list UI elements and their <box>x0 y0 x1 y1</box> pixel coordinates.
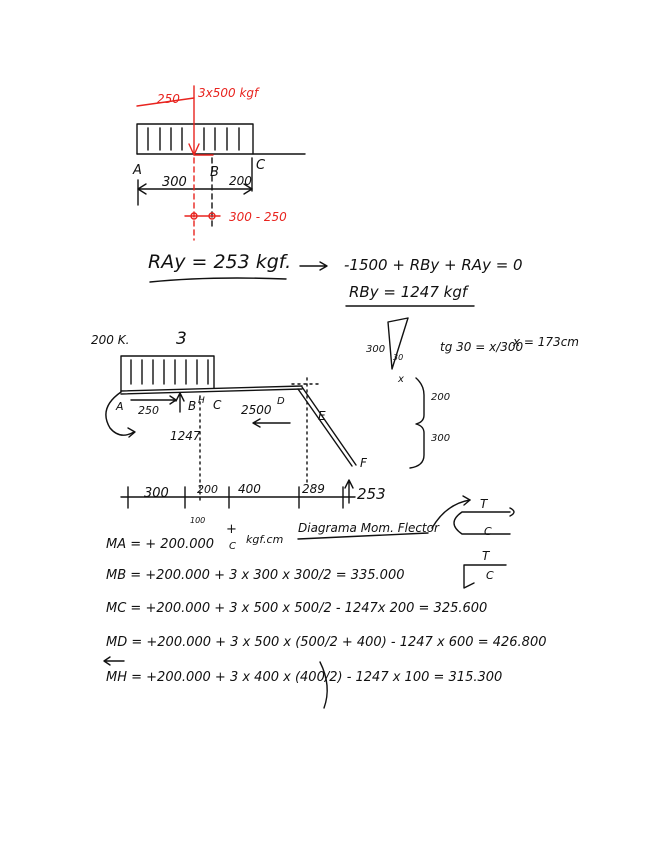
moment-a: MA = + 200.000 <box>106 537 215 552</box>
tangent-equation: tg 30 = x/300 <box>440 340 524 354</box>
moment-c: MC = +200.000 + 3 x 500 x 500/2 - 1247x 200 = 325.600 <box>106 601 488 616</box>
triangle-side-label: 300 <box>366 344 386 355</box>
beam-segment-2 <box>464 565 506 588</box>
reaction-b-arrow <box>176 393 184 412</box>
triangle-angle-label: 30 <box>393 353 404 362</box>
top-beam-diagram <box>132 86 305 240</box>
frame-point-e: E <box>318 409 326 423</box>
moment-h: MH = +200.000 + 3 x 400 x (400/2) - 1247 x 100 = 315.300 <box>106 670 503 685</box>
dim-300-label: 300 <box>162 175 187 190</box>
red-label-250: 250 <box>157 92 180 106</box>
frame-dim-250: 250 <box>138 404 159 417</box>
reaction-equations <box>148 251 523 306</box>
load-intensity-label: 3 <box>176 329 187 349</box>
compression-c-label: C <box>229 541 236 552</box>
frame-dim-200: 200 <box>197 483 218 496</box>
moment-d: MD = +200.000 + 3 x 500 x (500/2 + 400) - 1247 x 600 = 426.800 <box>106 635 547 650</box>
frame-dim-2500: 2500 <box>241 403 272 417</box>
tension-t-label-1: T <box>480 497 488 511</box>
frame-load-box <box>121 356 214 392</box>
frame-point-d: D <box>277 396 285 407</box>
dim-200-label: 200 <box>229 174 252 188</box>
frame-dim-400: 400 <box>238 482 261 496</box>
x-result: x = 173cm <box>513 335 579 349</box>
distributed-load-box <box>137 124 253 154</box>
point-a-label: A <box>133 163 142 178</box>
reaction-253-label: 253 <box>357 485 386 503</box>
frame-point-f: F <box>360 456 367 470</box>
frame-load-arrows <box>131 360 208 384</box>
ray-equation: RAy = 253 kgf. <box>148 251 292 273</box>
frame-dim-300: 300 <box>144 486 169 501</box>
frame-point-b: B <box>188 399 197 413</box>
rby-equation: RBy = 1247 kgf <box>349 283 468 301</box>
angle-triangle <box>366 318 579 385</box>
unit-label: kgf.cm <box>246 533 284 546</box>
diagram-title: Diagrama Mom. Flector <box>298 521 439 535</box>
side-dim-200: 200 <box>431 392 451 403</box>
compression-c-label-2: C <box>486 569 494 582</box>
inclined-member <box>302 387 356 465</box>
horizontal-force-arrow <box>253 419 290 427</box>
moment-label: 200 K. <box>91 333 130 347</box>
equilibrium-equation: -1500 + RBy + RAy = 0 <box>344 256 523 274</box>
frame-point-h: H <box>198 396 205 406</box>
resultant-load-label: 3x500 kgf <box>198 86 259 100</box>
red-difference-note: 300 - 250 <box>229 210 287 224</box>
triangle-base-label: x <box>398 374 404 385</box>
parenthesis-stroke <box>320 662 327 708</box>
plus-sign: + <box>226 522 237 537</box>
implies-arrow <box>300 262 327 270</box>
moment-b: MB = +200.000 + 3 x 300 x 300/2 = 335.000 <box>106 568 405 583</box>
compression-c-label-1: C <box>484 525 492 538</box>
point-b-label: B <box>210 165 219 180</box>
moment-d-arrow <box>104 657 124 665</box>
side-dimension-brace <box>410 378 424 468</box>
mark-100-label: 100 <box>190 516 206 525</box>
frame-point-c: C <box>213 398 222 412</box>
point-c-label: C <box>256 158 266 173</box>
frame-point-a: A <box>116 400 124 413</box>
tension-t-label-2: T <box>482 549 490 563</box>
reaction-253-arrow <box>345 480 353 503</box>
reaction-1247-label: 1247 <box>170 429 201 443</box>
frame-dim-289: 289 <box>302 482 325 496</box>
ray-underline <box>150 278 286 282</box>
moment-equations <box>104 537 547 708</box>
side-dim-300: 300 <box>431 433 451 444</box>
